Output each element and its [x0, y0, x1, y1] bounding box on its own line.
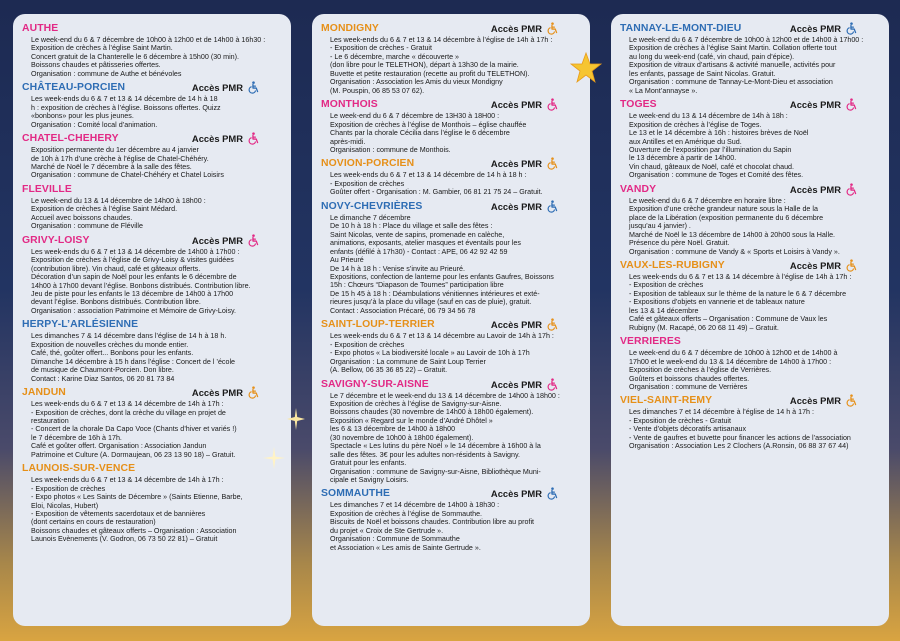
- pmr-access: [790, 22, 858, 35]
- village-name: CHATEL-CHEHERY: [22, 133, 119, 145]
- village-name: AUTHE: [22, 23, 59, 34]
- description-line: Dimanche 14 décembre à 15 h dans l’église : Concert de l ’école: [31, 357, 236, 366]
- description-line: Décoration d’un sapin de Noël pour les enfants le 6 décembre de: [31, 273, 237, 282]
- village-name: TANNAY-LE-MONT-DIEU: [620, 23, 742, 34]
- description-line: après-midi.: [330, 137, 366, 146]
- description-line: Buvette et petite restauration (recette au profit du TELETHON).: [330, 69, 530, 78]
- wheelchair-icon: [546, 487, 559, 500]
- description-line: Les week-ends du 6 & 7 et 13 & 14 décembre à l’église de 14h à 17h :: [629, 272, 852, 281]
- description-line: du projet « Croix de Ste Gertrude ».: [330, 526, 444, 535]
- description-line: De 10 h à 18 h : Place du village et salle des fêtes :: [330, 222, 493, 231]
- pmr-access: [491, 157, 559, 170]
- pmr-label: Accès PMR: [490, 99, 542, 111]
- description-line: Présence du père Noël. Gratuit.: [629, 239, 730, 248]
- description-line: Exposition d’une crèche grandeur nature sous la Halle de la: [629, 205, 818, 214]
- description-line: - Expo photos « Les Saints de Décembre » (Saints Etienne, Barbe,: [31, 493, 243, 502]
- entry-header: [620, 182, 880, 197]
- pmr-label: Accès PMR: [490, 378, 542, 390]
- description-line: Goûters et boissons chaudes offertes.: [629, 374, 750, 383]
- entry-herpy-l-arlesienne: [22, 317, 282, 383]
- description-line: Organisation : Association les Amis du vieux Mondigny: [330, 78, 503, 87]
- description-line: Exposition de crèches à l’église Saint Martin. Collation offerte tout: [629, 44, 837, 53]
- description-line: de 10h à 17h d’une crèche à l’église de Chatel-Chéhéry.: [31, 154, 209, 163]
- entry-novy-chevrieres: [321, 199, 581, 315]
- entry-description: [321, 392, 581, 485]
- entry-header: [620, 97, 880, 112]
- description-line: au long du week-end (café, vin chaud, pain d’épice).: [629, 52, 795, 61]
- entry-header: [321, 377, 581, 392]
- description-line: - Exposition de tableaux sur le thème de la nature le 6 & 7 décembre: [629, 289, 847, 298]
- description-line: enfants (défilé à 17h30) - Contact : APE, 06 42 92 42 59: [330, 247, 508, 256]
- description-line: Exposition de crèches à l’église de Grivy-Loisy & visites guidées: [31, 256, 234, 265]
- description-line: 17h00 et le week-end du 13 & 14 décembre de 14h00 à 17h00 :: [629, 357, 832, 366]
- description-line: jusqu’au 4 janvier) .: [629, 222, 691, 231]
- entry-fleville: [22, 182, 282, 231]
- description-line: Patrimoine et Culture (A. Dormaujean, 06 23 13 90 18) – Gratuit.: [31, 450, 236, 459]
- description-line: - Exposition de crèches: [31, 484, 106, 493]
- pmr-access: [491, 22, 559, 35]
- description-line: Au Prieuré: [330, 256, 364, 265]
- description-line: Rubigny (M. Racapé, 06 20 68 11 49) – Gratuit.: [629, 323, 779, 332]
- village-name: VAUX-LES-RUBIGNY: [620, 259, 725, 271]
- pmr-label: Accès PMR: [789, 395, 841, 407]
- entry-header: [22, 317, 282, 332]
- description-line: restauration: [31, 416, 69, 425]
- description-line: Le week-end du 6 & 7 décembre de 10h00 à 12h00 et de 14h00 à: [629, 349, 838, 358]
- entry-description: [321, 36, 581, 95]
- description-line: les 6 & 13 décembre de 14h00 à 18h00: [330, 425, 456, 434]
- entry-saint-loup-terrier: [321, 317, 581, 374]
- description-line: - Exposition de crèches - Gratuit: [330, 44, 432, 53]
- entry-description: [620, 112, 880, 180]
- description-line: Organisation : commune de Verrières: [629, 382, 748, 391]
- entry-description: [321, 171, 581, 196]
- entry-header: [22, 80, 282, 95]
- pmr-access: [790, 259, 858, 272]
- wheelchair-icon: [845, 394, 858, 407]
- description-line: - Vente d’objets décoratifs artisanaux: [629, 425, 747, 434]
- description-line: Exposition de vitraux d’artisans & activité manuelle, activités pour: [629, 61, 836, 70]
- village-name: HERPY-L’ARLÉSIENNE: [22, 319, 139, 331]
- entry-description: [321, 112, 581, 154]
- wheelchair-icon: [546, 318, 559, 331]
- entry-savigny-sur-aisne: [321, 377, 581, 485]
- description-line: Les week-ends du 6 & 7 et 13 & 14 décembre de 14 h à 18: [31, 95, 218, 104]
- village-name: SOMMAUTHE: [321, 488, 391, 500]
- entry-vaux-les-rubigny: [620, 258, 880, 332]
- entry-description: [22, 332, 282, 383]
- pmr-label: Accès PMR: [789, 23, 841, 34]
- description-line: Les week-ends du 6 & 7 et 13 & 14 décembre de 14h00 à 17h00 :: [31, 247, 240, 256]
- description-line: De 15 h 45 à 18 h : Déambulations vénitiennes intérieures et exté-: [330, 289, 540, 298]
- description-line: - Expo photos « La biodiversité locale » au Lavoir de 10h à 17h: [330, 349, 530, 358]
- description-line: Launois Evènements (V. Godron, 06 73 50 22 81) – Gratuit: [31, 535, 218, 544]
- entry-header: [321, 156, 581, 171]
- village-name: GRIVY-LOISY: [22, 234, 90, 246]
- entry-description: [620, 273, 880, 332]
- description-line: - Exposition de crèches: [330, 340, 405, 349]
- pmr-label: Accès PMR: [191, 234, 243, 246]
- pmr-access: [491, 378, 559, 391]
- village-name: JANDUN: [22, 387, 66, 399]
- description-line: Organisation : commune de Savigny-sur-Aisne, Bibliothèque Muni-: [330, 467, 541, 476]
- entry-mondigny: [321, 21, 581, 95]
- description-line: aux Antilles et en Amérique du Sud.: [629, 137, 742, 146]
- village-name: SAINT-LOUP-TERRIER: [321, 319, 435, 331]
- description-line: « La Mont’annayse ».: [629, 86, 698, 95]
- entry-description: [620, 349, 880, 391]
- description-line: Les dimanches 7 et 14 décembre de 14h00 à 18h30 :: [330, 501, 500, 510]
- entry-tannay-le-mont-dieu: [620, 21, 880, 95]
- description-line: Les week-ends du 6 & 7 et 13 & 14 décembre à l’église de 14h à 17h :: [330, 36, 553, 44]
- entry-sommauthe: [321, 486, 581, 552]
- pmr-access: [790, 394, 858, 407]
- description-line: Café et goûter offert. Organisation : Association Jandun: [31, 442, 207, 451]
- entry-description: [321, 501, 581, 552]
- description-line: - Exposition de crèches - Gratuit: [629, 416, 731, 425]
- entry-header: [22, 131, 282, 146]
- entry-monthois: [321, 97, 581, 154]
- description-line: Le dimanche 7 décembre: [330, 213, 411, 222]
- description-line: Vin chaud, gâteaux de Noël, café et chocolat chaud.: [629, 162, 795, 171]
- entry-description: [321, 332, 581, 374]
- description-line: rieures jusqu’à la place du village (sauf en cas de pluie), gratuit.: [330, 298, 532, 307]
- village-name: MONDIGNY: [321, 23, 379, 34]
- village-name: VANDY: [620, 183, 657, 195]
- description-line: Café et gâteaux offerts – Organisation : Commune de Vaux les: [629, 315, 828, 324]
- description-line: (30 novembre de 10h00 à 18h00 également).: [330, 433, 474, 442]
- description-line: devant l’église. Bonbons distribués. Contribution libre.: [31, 298, 201, 307]
- description-line: Le week-end du 13 & 14 décembre de 14h00 à 18h00 :: [31, 196, 206, 205]
- description-line: Le week-end du 6 & 7 décembre en horaire libre :: [629, 196, 786, 205]
- description-line: Organisation : Commune de Sommauthe: [330, 535, 460, 544]
- entry-header: [620, 393, 880, 408]
- description-line: De 14 h à 18 h : Venise s’invite au Prieuré.: [330, 264, 465, 273]
- wheelchair-icon: [845, 259, 858, 272]
- description-line: les 13 & 14 décembre: [629, 306, 699, 315]
- description-line: - Exposition de crèches, dont la crèche du village en projet de: [31, 408, 226, 417]
- description-line: Organisation : Association Les 2 Clochers (A.Ronsin, 06 88 37 67 44): [629, 442, 849, 451]
- description-line: Le week-end du 13 & 14 décembre de 14h à 18h :: [629, 112, 788, 121]
- description-line: h : exposition de crèches à l’église. Boissons offertes. Quizz: [31, 103, 221, 112]
- star-icon: [570, 52, 602, 84]
- column-2: [312, 14, 590, 626]
- description-line: Exposition « Regard sur le monde d’André Dhôtel »: [330, 416, 493, 425]
- wheelchair-icon: [546, 157, 559, 170]
- entry-vandy: [620, 182, 880, 256]
- description-line: Café, thé, goûter offert... Bonbons pour les enfants.: [31, 349, 194, 358]
- description-line: de musique de Chaumont-Porcien. Don libre.: [31, 366, 174, 375]
- description-line: - Exposition de crèches: [629, 281, 704, 290]
- entry-description: [22, 197, 282, 231]
- description-line: Organisation : commune de Vandy & « Sports et Loisirs à Vandy ».: [629, 247, 840, 256]
- description-line: - Vente de gaufres et buvette pour financer les actions de l’association: [629, 433, 851, 442]
- description-line: Spectacle « Les lutins du père Noël » le 14 décembre à 16h00 à la: [330, 442, 541, 451]
- description-line: Concert gratuit de la Chanterelle le 6 décembre à 15h00 (30 min).: [31, 52, 239, 61]
- description-line: Boissons chaudes et pâtisseries offertes.: [31, 61, 161, 70]
- wheelchair-icon: [546, 200, 559, 213]
- entry-grivy-loisy: [22, 233, 282, 316]
- description-line: Boissons chaudes et gâteaux offerts – Organisation : Association: [31, 526, 237, 535]
- entry-description: [22, 36, 282, 78]
- description-line: les enfants, passage de Saint Nicolas. Gratuit.: [629, 69, 776, 78]
- entry-description: [620, 197, 880, 256]
- wheelchair-icon: [546, 98, 559, 111]
- description-line: Organisation : commune de Tannay-Le-Mont-Dieu et association: [629, 78, 833, 87]
- description-line: Boissons chaudes (30 novembre de 14h00 à 18h00 également).: [330, 408, 534, 417]
- pmr-label: Accès PMR: [789, 259, 841, 271]
- description-line: Les week-ends du 6 & 7 et 13 & 14 décembre de 14 h à 18 h :: [330, 171, 527, 180]
- description-line: Organisation : commune de Authe et bénévoles: [31, 69, 182, 78]
- description-line: Le 13 et le 14 décembre à 16h : histoires brèves de Noël: [629, 129, 809, 138]
- entry-verrieres: [620, 334, 880, 391]
- pmr-access: [790, 183, 858, 196]
- entry-header: [321, 97, 581, 112]
- sparkle-icon: [287, 408, 305, 430]
- entry-header: [22, 385, 282, 400]
- wheelchair-icon: [845, 183, 858, 196]
- entry-description: [22, 400, 282, 459]
- description-line: Les week-ends du 6 & 7 et 13 & 14 décembre au Lavoir de 14h à 17h :: [330, 332, 554, 341]
- description-line: - Le 6 décembre, marche « découverte »: [330, 52, 459, 61]
- description-line: cipale et Savigny Loisirs.: [330, 476, 409, 485]
- entry-header: [22, 21, 282, 36]
- description-line: et Association « Les amis de Sainte Gertrude ».: [330, 543, 481, 552]
- pmr-access: [790, 98, 858, 111]
- description-line: place de la Libération (exposition permanente du 6 décembre: [629, 213, 824, 222]
- entry-header: [620, 21, 880, 36]
- description-line: Marché de Noël le 7 décembre à la salle des fêtes.: [31, 162, 192, 171]
- description-line: Les week-ends du 6 & 7 et 13 & 14 décembre de 14h à 17h :: [31, 476, 224, 485]
- entry-authe: [22, 21, 282, 78]
- description-line: Les week-ends du 6 & 7 et 13 & 14 décembre de 14h à 17h :: [31, 400, 224, 409]
- description-line: le 7 décembre de 16h à 17h.: [31, 433, 122, 442]
- description-line: Goûter offert - Organisation : M. Gambier, 06 81 21 75 24 – Gratuit.: [330, 188, 543, 197]
- pmr-label: Accès PMR: [191, 82, 243, 94]
- description-line: Le week-end du 6 & 7 décembre de 13H30 à 18H00 :: [330, 112, 500, 121]
- description-line: animations, exposants, atelier masques et éventails pour les: [330, 239, 521, 248]
- description-line: Exposition de crèches à l’église de Verrières.: [629, 366, 772, 375]
- description-line: (contribution libre). Vin chaud, café et gâteaux offerts.: [31, 264, 201, 273]
- description-line: Gratuit pour les enfants.: [330, 459, 407, 468]
- description-line: (dont certains en cours de restauration): [31, 518, 156, 527]
- entry-jandun: [22, 385, 282, 459]
- pmr-access: [491, 200, 559, 213]
- column-1: [13, 14, 291, 626]
- pmr-label: Accès PMR: [490, 200, 542, 212]
- entry-description: [22, 95, 282, 129]
- description-line: Organisation : commune de Toges et Comité des fêtes.: [629, 171, 804, 180]
- entry-header: [22, 461, 282, 476]
- column-3: [611, 14, 889, 626]
- description-line: Exposition de crèches à l’église de Toges.: [629, 120, 762, 129]
- description-line: (M. Pouspin, 06 85 53 07 62).: [330, 86, 425, 95]
- entry-chatel-chehery: [22, 131, 282, 180]
- description-line: Accueil avec boissons chaudes.: [31, 213, 133, 222]
- wheelchair-icon: [247, 234, 260, 247]
- pmr-access: [192, 386, 260, 399]
- village-name: LAUNOIS-SUR-VENCE: [22, 463, 136, 475]
- description-line: «bonbons» pour les plus jeunes.: [31, 112, 134, 121]
- description-line: 15h : Chœurs “Diapason de Tournes” participation libre: [330, 281, 504, 290]
- description-line: salle des fêtes. 3€ pour les adultes non-résidents à Savigny.: [330, 450, 521, 459]
- description-line: Saint Nicolas, vente de sapins, promenade en calèche,: [330, 230, 505, 239]
- wheelchair-icon: [546, 378, 559, 391]
- description-line: 14h00 à 17h00 devant l’église. Bonbons distribués. Contribution libre.: [31, 281, 251, 290]
- sparkle-icon: [263, 447, 285, 469]
- description-line: Chants par la chorale Cécilia dans l’église le 6 décembre: [330, 129, 510, 138]
- pmr-label: Accès PMR: [490, 158, 542, 170]
- description-line: Le week-end du 6 & 7 décembre de 10h00 à 12h00 et de 14h00 à 16h30 :: [31, 36, 266, 44]
- description-line: Exposition de crèches à l’église de Sommauthe.: [330, 509, 483, 518]
- description-line: - Expositions d’objets en vannerie et de tableaux nature: [629, 298, 805, 307]
- description-line: Marché de Noël le 13 décembre de 14h00 à 20h00 sous la Halle.: [629, 230, 836, 239]
- description-line: Exposition de crèches à l’église Saint Médard.: [31, 205, 178, 214]
- village-name: SAVIGNY-SUR-AISNE: [321, 378, 429, 390]
- description-line: Organisation : commune de Monthois.: [330, 145, 451, 154]
- description-line: Exposition permanente du 1er décembre au 4 janvier: [31, 146, 199, 155]
- entry-header: [22, 182, 282, 197]
- description-line: Exposition de crèches à l’église Saint Martin.: [31, 44, 173, 53]
- entry-chateau-porcien: [22, 80, 282, 129]
- description-line: Ouverture de l’exposition par l’illumination du Sapin: [629, 145, 792, 154]
- pmr-access: [192, 132, 260, 145]
- description-line: Contact : Karine Diaz Santos, 06 20 81 73 84: [31, 374, 175, 383]
- village-name: CHÂTEAU-PORCIEN: [22, 82, 126, 94]
- description-line: Le 7 décembre et le week-end du 13 & 14 décembre de 14h00 à 18h00 :: [330, 391, 560, 400]
- pmr-label: Accès PMR: [490, 488, 542, 500]
- entry-description: [321, 214, 581, 315]
- pmr-access: [192, 234, 260, 247]
- village-name: FLEVILLE: [22, 183, 72, 195]
- village-name: NOVY-CHEVRIÈRES: [321, 200, 423, 212]
- description-line: (don libre pour le TELETHON), départ à 13h30 de la mairie.: [330, 61, 519, 70]
- wheelchair-icon: [845, 98, 858, 111]
- entry-header: [321, 317, 581, 332]
- entry-header: [321, 21, 581, 36]
- description-line: Jeu de piste pour les enfants le 13 décembre de 14h00 à 17h00: [31, 289, 234, 298]
- description-line: Organisation : commune de Chatel-Chéhéry et Chatel Loisirs: [31, 171, 224, 180]
- pmr-access: [491, 98, 559, 111]
- wheelchair-icon: [546, 22, 559, 35]
- village-name: VERRIERES: [620, 336, 681, 348]
- entry-description: [620, 36, 880, 95]
- entry-description: [620, 408, 880, 450]
- entry-toges: [620, 97, 880, 180]
- wheelchair-icon: [247, 386, 260, 399]
- entry-novion-porcien: [321, 156, 581, 196]
- description-line: Organisation : commune de Fléville: [31, 222, 143, 231]
- pmr-access: [192, 81, 260, 94]
- entry-header: [22, 233, 282, 248]
- description-line: Organisation : Comité local d’animation.: [31, 120, 158, 129]
- description-line: Expositions, confection de lanterne pour les enfants Gaufres, Boissons: [330, 272, 554, 281]
- entry-viel-saint-remy: [620, 393, 880, 450]
- entry-header: [321, 199, 581, 214]
- pmr-label: Accès PMR: [789, 183, 841, 195]
- entry-header: [620, 258, 880, 273]
- description-line: Exposition de nouvelles crèches du monde entier.: [31, 340, 189, 349]
- description-line: Biscuits de Noël et boissons chaudes. Contribution libre au profit: [330, 518, 535, 527]
- description-line: Organisation : La commune de Saint Loup Terrier: [330, 357, 486, 366]
- pmr-label: Accès PMR: [191, 133, 243, 145]
- description-line: le 13 décembre à partir de 14h00.: [629, 154, 737, 163]
- description-line: - Concert de la chorale Da Capo Voce (Chants d’hiver et variés !): [31, 425, 237, 434]
- pmr-label: Accès PMR: [490, 319, 542, 331]
- pmr-label: Accès PMR: [191, 387, 243, 399]
- description-line: - Exposition de crèches: [330, 179, 405, 188]
- entry-description: [22, 146, 282, 180]
- wheelchair-icon: [247, 81, 260, 94]
- description-line: Les dimanches 7 & 14 décembre dans l’église de 14 h à 18 h.: [31, 332, 227, 341]
- description-line: (A. Bellow, 06 35 36 85 22) – Gratuit.: [330, 366, 448, 375]
- description-line: - Exposition de vêtements sacerdotaux et de bannières: [31, 510, 206, 519]
- entry-header: [321, 486, 581, 501]
- village-name: TOGES: [620, 99, 657, 111]
- entry-description: [22, 248, 282, 316]
- village-name: VIEL-SAINT-REMY: [620, 395, 713, 407]
- entry-description: [22, 476, 282, 544]
- pmr-access: [491, 318, 559, 331]
- pmr-access: [491, 487, 559, 500]
- description-line: Le week-end du 6 & 7 décembre de 10h00 à 12h00 et de 14h00 à 17h00 :: [629, 36, 864, 44]
- pmr-label: Accès PMR: [789, 99, 841, 111]
- description-line: Organisation : association Patrimoine et Mémoire de Grivy-Loisy.: [31, 306, 237, 315]
- description-line: Exposition de crèches à l’église de Savigny-sur-Aisne.: [330, 399, 502, 408]
- description-line: Contact : Association Précaré, 06 79 34 56 78: [330, 306, 476, 315]
- village-name: MONTHOIS: [321, 99, 378, 111]
- wheelchair-icon: [247, 132, 260, 145]
- description-line: Les dimanches 7 et 14 décembre à l’église de 14 h à 17h :: [629, 408, 814, 417]
- description-line: Eloi, Nicolas, Hubert): [31, 501, 99, 510]
- description-line: Exposition de crèches à l’église de Monthois – église chauffée: [330, 120, 527, 129]
- village-name: NOVION-PORCIEN: [321, 158, 415, 170]
- pmr-label: Accès PMR: [490, 23, 542, 34]
- entry-launois-sur-vence: [22, 461, 282, 544]
- wheelchair-icon: [845, 22, 858, 35]
- entry-header: [620, 334, 880, 349]
